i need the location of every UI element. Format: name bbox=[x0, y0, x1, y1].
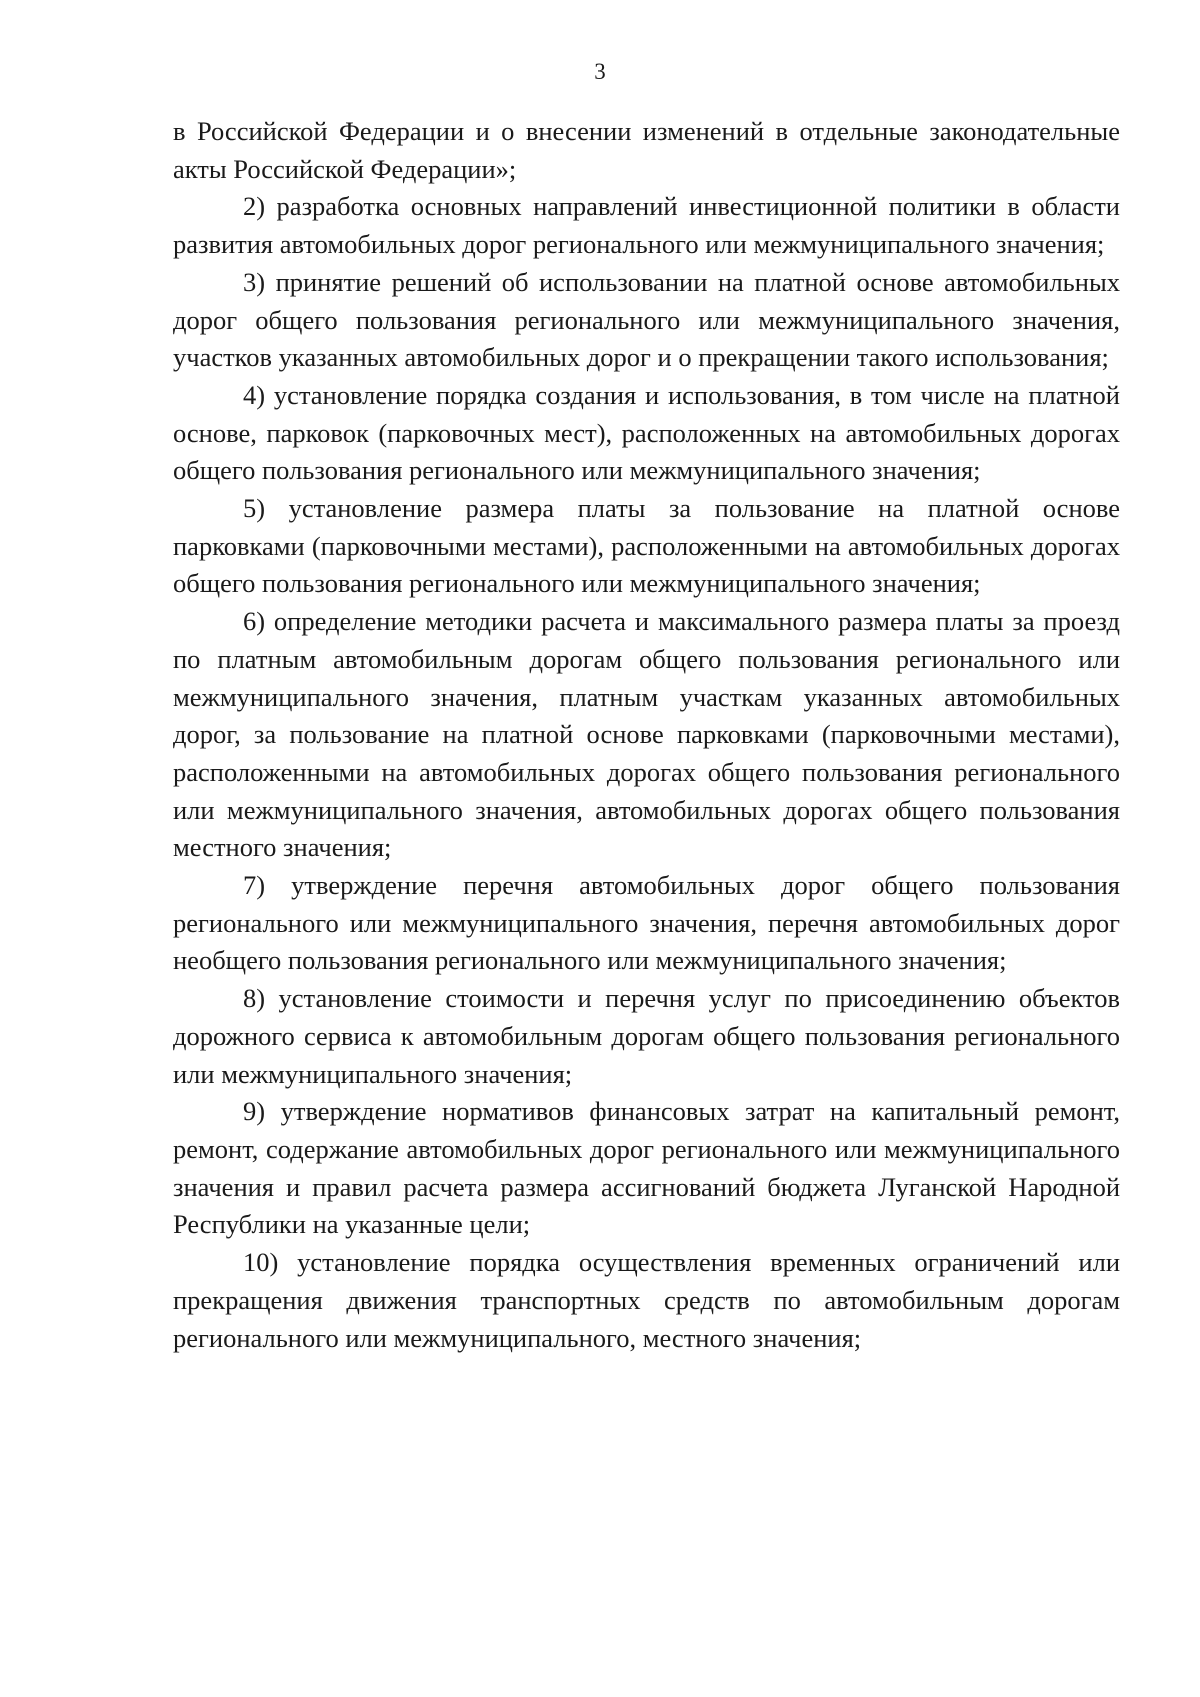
list-item-4: 4) установление порядка создания и использования, в том числе на платной основе, парковок (парковочных мест), расположенных на автомобильных дорогах общего пользования регионального или межмуниципального значения; bbox=[173, 379, 1120, 486]
list-item-10: 10) установление порядка осуществления временных ограничений или прекращения движения транспортных средств по автомобильным дорогам регионального или межмуниципального, местного значения; bbox=[173, 1247, 1120, 1353]
list-item-9: 9) утверждение нормативов финансовых затрат на капитальный ремонт, ремонт, содержание автомобильных дорог регионального или межмуниципального значения и правил расчета размера ассигнований бюджета Луганской Народной Республики на указанные цели; bbox=[173, 1096, 1120, 1240]
page-number: 3 bbox=[594, 59, 606, 84]
paragraph-continuation: в Российской Федерации и о внесении изменений в отдельные законодательные акты Российской Федерации»; bbox=[173, 116, 1120, 184]
document-body bbox=[173, 113, 1120, 1357]
list-item-3: 3) принятие решений об использовании на платной основе автомобильных дорог общего пользования регионального или межмуниципального значения, участков указанных автомобильных дорог и о прекращении такого использования; bbox=[173, 266, 1120, 373]
list-item-8: 8) установление стоимости и перечня услуг по присоединению объектов дорожного сервиса к автомобильным дорогам общего пользования регионального или межмуниципального значения; bbox=[173, 983, 1120, 1089]
list-item-7: 7) утверждение перечня автомобильных дорог общего пользования регионального или межмуниципального значения, перечня автомобильных дорог необщего пользования регионального или межмуниципального значения; bbox=[173, 870, 1120, 976]
list-item-5: 5) установление размера платы за пользование на платной основе парковками (парковочными местами), расположенными на автомобильных дорогах общего пользования регионального или межмуниципального значения; bbox=[173, 493, 1120, 599]
list-item-2: 2) разработка основных направлений инвестиционной политики в области развития автомобильных дорог регионального или межмуниципального значения; bbox=[173, 191, 1120, 260]
list-item-6: 6) определение методики расчета и максимального размера платы за проезд по платным автомобильным дорогам общего пользования регионального или межмуниципального значения, платным участкам указанных автомобильных дорог, за пользование на платной основе парковками (парковочными местами), расположенными на автомобильных дорогах общего пользования регионального или межмуниципального значения, автомобильных дорогах общего пользования местного значения; bbox=[173, 606, 1120, 863]
